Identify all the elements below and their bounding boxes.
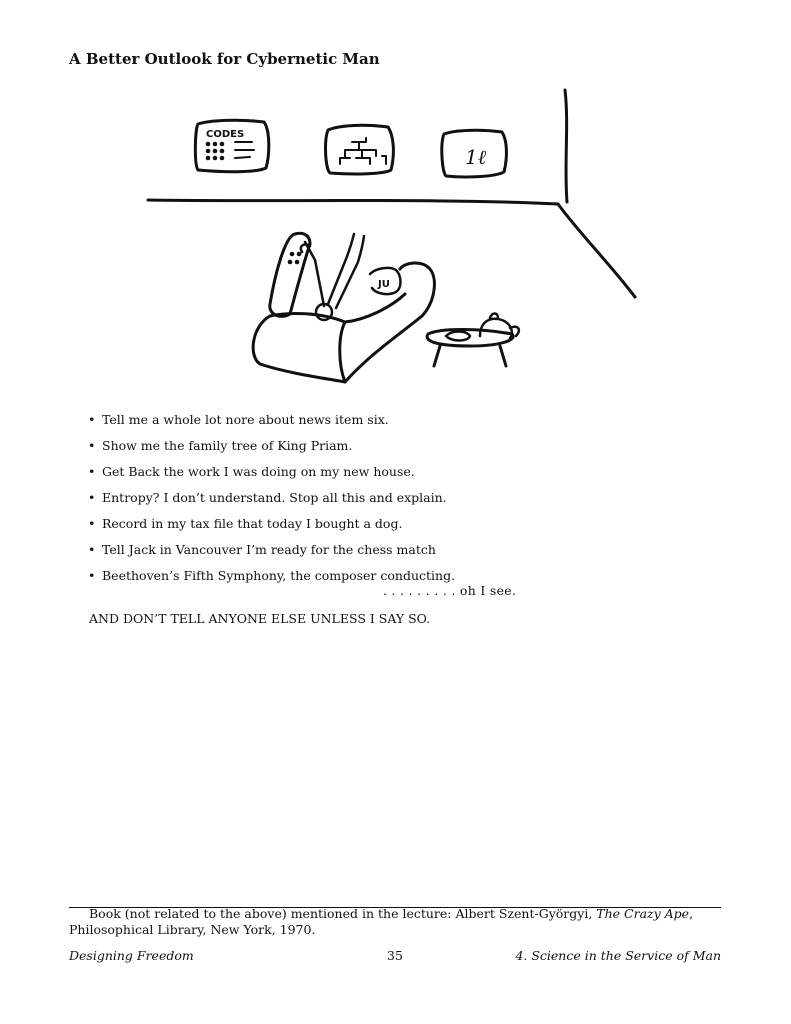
trailing-line: . . . . . . . . . oh I see. xyxy=(383,583,517,598)
closing-line: AND DON’T TELL ANYONE ELSE UNLESS I SAY SO. xyxy=(89,611,431,626)
wall-screen-formula xyxy=(442,130,507,177)
screen-codes-label: CODES xyxy=(206,129,245,140)
floor-diagonal-line xyxy=(558,204,635,297)
reclining-chair xyxy=(253,233,434,382)
list-item: • Show me the family tree of King Priam. xyxy=(88,437,508,455)
person-in-chair xyxy=(288,234,401,320)
screen-formula-label: 1ℓ xyxy=(465,145,487,169)
list-item: • Entropy? I don’t understand. Stop all this and explain. xyxy=(88,489,508,507)
command-list xyxy=(88,411,508,593)
side-table-with-teapot xyxy=(427,314,519,367)
list-item: • Record in my tax file that today I bought a dog. xyxy=(88,515,508,533)
footnote-book-title: The Crazy Ape xyxy=(596,906,690,921)
wall-screen-codes xyxy=(195,120,268,171)
svg-text:JU: JU xyxy=(378,279,390,290)
list-item: • Get Back the work I was doing on my new house. xyxy=(88,463,508,481)
footer-chapter-title: 4. Science in the Service of Man xyxy=(515,948,721,963)
wall-screen-family-tree xyxy=(326,125,394,174)
floor-line xyxy=(148,200,558,204)
page-title: A Better Outlook for Cybernetic Man xyxy=(69,50,380,68)
footnote xyxy=(69,906,721,938)
cybernetic-man-illustration xyxy=(140,84,650,390)
wall-corner-line xyxy=(565,90,567,202)
footer-book-title: Designing Freedom xyxy=(69,948,194,963)
list-item: • Beethoven’s Fifth Symphony, the composer conducting. xyxy=(88,567,508,585)
page-number: 35 xyxy=(387,948,403,963)
footnote-text-after: , Philosophical Library, New York, 1970. xyxy=(69,906,694,937)
list-item: • Tell me a whole lot nore about news item six. xyxy=(88,411,508,429)
footnote-text-before: Book (not related to the above) mentioned in the lecture: Albert Szent-Györgyi, xyxy=(89,906,597,921)
list-item: • Tell Jack in Vancouver I’m ready for the chess match xyxy=(88,541,508,559)
